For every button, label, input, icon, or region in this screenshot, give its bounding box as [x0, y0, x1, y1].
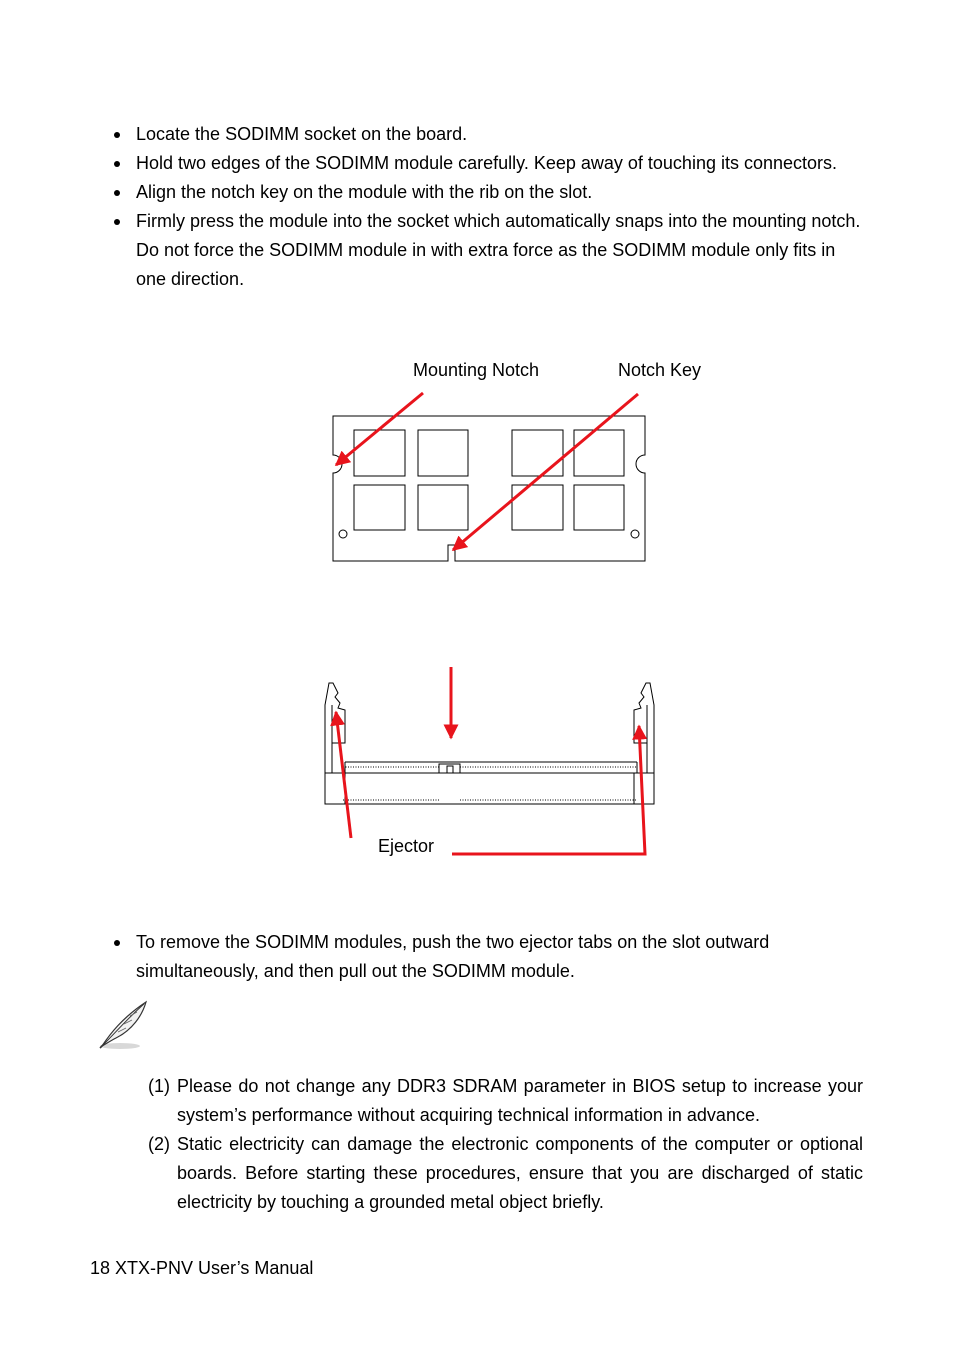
notch-key-label: Notch Key [618, 360, 702, 380]
sodimm-module [333, 416, 645, 561]
note-number: (2) [148, 1134, 170, 1154]
pointer-arrows [336, 393, 645, 854]
note-text: Static electricity can damage the electronic components of the computer or optional boards. Before starting these procedures, ensure that you are discharged of static electricity by touching a grounded metal object briefly. [177, 1134, 863, 1212]
step-item: Firmly press the module into the socket which automatically snaps into the mounting notch. Do not force the SODIMM module in with extra force as the SODIMM module only fits in one direction. [110, 207, 870, 294]
note-item [148, 1130, 863, 1217]
right-ejector [634, 683, 654, 773]
note-item [148, 1072, 863, 1130]
page-footer: 18 XTX-PNV User’s Manual [90, 1258, 314, 1278]
step-item: To remove the SODIMM modules, push the two ejector tabs on the slot outward simultaneously, and then pull out the SODIMM module. [110, 928, 870, 986]
mounting-notch-label: Mounting Notch [413, 360, 540, 380]
step-item: Align the notch key on the module with the rib on the slot. [110, 178, 870, 207]
note-number: (1) [148, 1076, 170, 1096]
notes-list [148, 1072, 863, 1217]
note-text: Please do not change any DDR3 SDRAM parameter in BIOS setup to increase your system’s performance without acquiring technical information in advance. [177, 1076, 863, 1125]
step-item: Hold two edges of the SODIMM module carefully. Keep away of touching its connectors. [110, 149, 870, 178]
step-item: Locate the SODIMM socket on the board. [110, 120, 870, 149]
ejector-label: Ejector [378, 836, 435, 856]
feather-quill-icon [96, 998, 152, 1054]
removal-steps [110, 928, 870, 986]
sodimm-socket [325, 683, 654, 804]
